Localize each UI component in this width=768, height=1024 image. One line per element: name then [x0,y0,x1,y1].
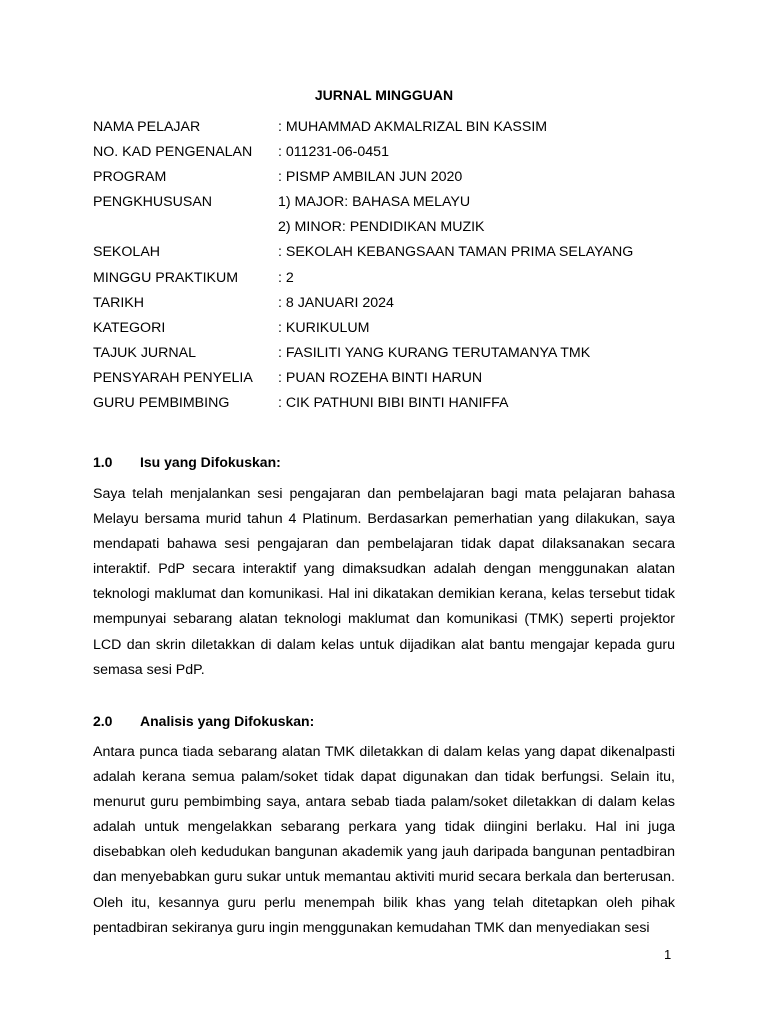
info-row-pensyarah-penyelia [93,367,693,392]
info-value: : 2 [278,269,294,286]
info-value: 1) MAJOR: BAHASA MELAYU [278,194,471,211]
info-row-kategori [93,317,693,342]
info-value: : 011231-06-0451 [278,144,389,161]
info-row-nama-pelajar [93,116,693,141]
info-label: SEKOLAH [93,244,161,261]
info-label: NO. KAD PENGENALAN [93,144,253,161]
info-label: MINGGU PRAKTIKUM [93,269,239,286]
info-label: TARIKH [93,294,144,311]
info-label: PROGRAM [93,169,167,186]
info-row-pengkhususan-minor [93,216,693,241]
info-value: : MUHAMMAD AKMALRIZAL BIN KASSIM [278,119,548,135]
info-row-minggu-praktikum [93,267,693,292]
info-value: : SEKOLAH KEBANGSAAN TAMAN PRIMA SELAYANG [278,244,634,261]
info-label: NAMA PELAJAR [93,119,201,135]
info-value: : CIK PATHUNI BIBI BINTI HANIFFA [278,395,509,412]
info-row-no-kad-pengenalan [93,141,693,166]
info-label: PENGKHUSUSAN [93,194,213,211]
section-number: 1.0 [93,454,113,470]
info-label: GURU PEMBIMBING [93,395,230,412]
info-label: KATEGORI [93,319,166,336]
info-row-tajuk-jurnal [93,342,693,367]
section-title: Analisis yang Difokuskan: [140,713,315,729]
document-title: JURNAL MINGGUAN [314,87,454,103]
info-value: : PUAN ROZEHA BINTI HARUN [278,369,483,386]
info-value: : KURIKULUM [278,319,370,336]
info-value: 2) MINOR: PENDIDIKAN MUZIK [278,219,485,236]
section-paragraph-1: Saya telah menjalankan sesi pengajaran dan pembelajaran bagi mata pelajaran bahasa Melayu bersama murid tahun 4 Platinum. Berdasarkan pemerhatian yang dilakukan, saya mendapati bahawa sesi pengajaran dan pembelajaran tidak dapat dilaksanakan secara interaktif. PdP secara interaktif yang dimaksudkan adalah dengan menggunakan alatan teknologi maklumat dan komunikasi. Hal ini dikatakan demikian kerana, kelas tersebut tidak mempunyai sebarang alatan teknologi maklumat dan komunikasi (TMK) seperti projektor LCD dan skrin diletakkan di dalam kelas untuk dijadikan alat bantu mengajar kepada guru semasa sesi PdP. [93,486,675,678]
info-label: PENSYARAH PENYELIA [93,369,253,386]
info-row-pengkhususan [93,191,693,216]
section-number: 2.0 [93,713,113,729]
info-label: TAJUK JURNAL [93,344,197,361]
info-row-sekolah [93,241,693,266]
page-number: 1 [664,947,672,962]
info-value: : 8 JANUARI 2024 [278,294,394,311]
info-row-program [93,166,693,191]
student-info-table [93,116,693,417]
info-value: : PISMP AMBILAN JUN 2020 [278,169,463,186]
section-title: Isu yang Difokuskan: [140,454,281,470]
info-row-guru-pembimbing [93,392,693,417]
info-row-tarikh [93,292,693,317]
info-value: : FASILITI YANG KURANG TERUTAMANYA TMK [278,344,591,361]
section-paragraph-2: Antara punca tiada sebarang alatan TMK diletakkan di dalam kelas yang dapat dikenalpasti adalah kerana semua palam/soket tidak dapat digunakan dan tidak berfungsi. Selain itu, menurut guru pembimbing saya, antara sebab tiada palam/soket diletakkan di dalam kelas adalah untuk mengelakkan sebarang perkara yang tidak diingini berlaku. Hal ini juga disebabkan oleh kedudukan bangunan akademik yang jauh daripada bangunan pentadbiran dan menyebabkan guru sukar untuk memantau aktiviti murid secara berkala dan berterusan. Oleh itu, kesannya guru perlu menempah bilik khas yang telah ditetapkan oleh pihak pentadbiran sekiranya guru ingin menggunakan kemudahan TMK dan menyediakan sesi [93,744,675,936]
